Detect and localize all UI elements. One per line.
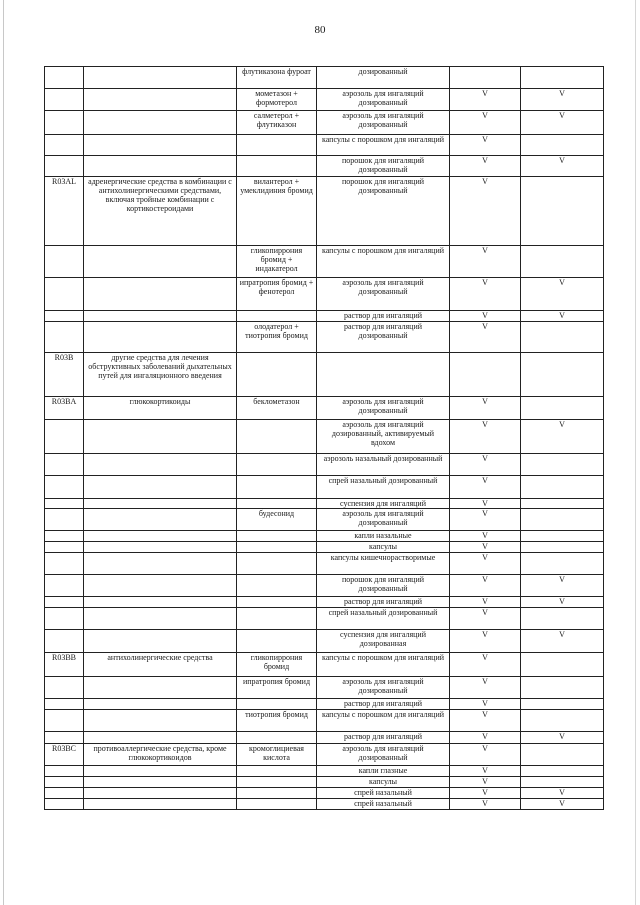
table-row bbox=[45, 454, 604, 476]
group-name-cell bbox=[84, 67, 237, 89]
mark-col-2-cell bbox=[521, 135, 604, 156]
mark-col-1-cell: V bbox=[450, 677, 521, 699]
drug-table bbox=[44, 66, 604, 810]
dosage-form-cell: аэрозоль для ингаляций дозированный bbox=[317, 509, 450, 531]
atc-code-cell bbox=[45, 553, 84, 575]
table-row bbox=[45, 788, 604, 799]
mark-col-2-cell bbox=[521, 608, 604, 630]
atc-code-cell bbox=[45, 67, 84, 89]
group-name-cell bbox=[84, 311, 237, 322]
atc-code-cell bbox=[45, 608, 84, 630]
mark-col-2-cell: V bbox=[521, 799, 604, 810]
atc-code-cell bbox=[45, 531, 84, 542]
mark-col-1-cell: V bbox=[450, 156, 521, 177]
atc-code-cell bbox=[45, 420, 84, 454]
dosage-form-cell bbox=[317, 353, 450, 397]
dosage-form-cell: аэрозоль для ингаляций дозированный, активируемый вдохом bbox=[317, 420, 450, 454]
group-name-cell bbox=[84, 630, 237, 653]
group-name-cell bbox=[84, 677, 237, 699]
mark-col-2-cell: V bbox=[521, 311, 604, 322]
table-row bbox=[45, 156, 604, 177]
atc-code-cell bbox=[45, 322, 84, 353]
mark-col-1-cell: V bbox=[450, 454, 521, 476]
mark-col-2-cell bbox=[521, 67, 604, 89]
table-row bbox=[45, 322, 604, 353]
atc-code-cell bbox=[45, 766, 84, 777]
atc-code-cell bbox=[45, 597, 84, 608]
mark-col-2-cell bbox=[521, 353, 604, 397]
atc-code-cell bbox=[45, 278, 84, 311]
drug-name-cell bbox=[237, 732, 317, 744]
atc-code-cell: R03BC bbox=[45, 744, 84, 766]
mark-col-1-cell: V bbox=[450, 111, 521, 135]
mark-col-2-cell: V bbox=[521, 630, 604, 653]
mark-col-1-cell: V bbox=[450, 732, 521, 744]
group-name-cell bbox=[84, 509, 237, 531]
dosage-form-cell: капли глазные bbox=[317, 766, 450, 777]
table-row bbox=[45, 177, 604, 246]
dosage-form-cell: аэрозоль для ингаляций дозированный bbox=[317, 278, 450, 311]
drug-name-cell bbox=[237, 311, 317, 322]
group-name-cell: глюкокортикоиды bbox=[84, 397, 237, 420]
mark-col-2-cell: V bbox=[521, 597, 604, 608]
mark-col-1-cell: V bbox=[450, 653, 521, 677]
drug-name-cell: мометазон + формотерол bbox=[237, 89, 317, 111]
atc-code-cell bbox=[45, 89, 84, 111]
dosage-form-cell: спрей назальный bbox=[317, 799, 450, 810]
table-row bbox=[45, 509, 604, 531]
group-name-cell bbox=[84, 597, 237, 608]
atc-code-cell bbox=[45, 699, 84, 710]
table-row bbox=[45, 476, 604, 499]
mark-col-1-cell: V bbox=[450, 699, 521, 710]
drug-name-cell bbox=[237, 799, 317, 810]
group-name-cell: адренергические средства в комбинации с антихолинергическими средствами, включая тройные комбинации с кортикостероидами bbox=[84, 177, 237, 246]
mark-col-1-cell: V bbox=[450, 575, 521, 597]
mark-col-2-cell: V bbox=[521, 278, 604, 311]
drug-name-cell bbox=[237, 454, 317, 476]
atc-code-cell: R03AL bbox=[45, 177, 84, 246]
atc-code-cell bbox=[45, 630, 84, 653]
mark-col-1-cell: V bbox=[450, 135, 521, 156]
drug-name-cell bbox=[237, 553, 317, 575]
mark-col-2-cell bbox=[521, 246, 604, 278]
mark-col-2-cell bbox=[521, 499, 604, 509]
mark-col-1-cell: V bbox=[450, 420, 521, 454]
mark-col-1-cell bbox=[450, 67, 521, 89]
group-name-cell bbox=[84, 156, 237, 177]
table-row bbox=[45, 311, 604, 322]
drug-name-cell bbox=[237, 156, 317, 177]
atc-code-cell bbox=[45, 476, 84, 499]
mark-col-1-cell: V bbox=[450, 322, 521, 353]
drug-name-cell: флутиказона фуроат bbox=[237, 67, 317, 89]
table-row bbox=[45, 744, 604, 766]
mark-col-1-cell: V bbox=[450, 531, 521, 542]
atc-code-cell bbox=[45, 499, 84, 509]
dosage-form-cell: спрей назальный bbox=[317, 788, 450, 799]
table-row bbox=[45, 135, 604, 156]
table-row bbox=[45, 67, 604, 89]
group-name-cell bbox=[84, 542, 237, 553]
mark-col-2-cell: V bbox=[521, 420, 604, 454]
mark-col-2-cell bbox=[521, 553, 604, 575]
group-name-cell bbox=[84, 766, 237, 777]
group-name-cell bbox=[84, 699, 237, 710]
group-name-cell bbox=[84, 476, 237, 499]
group-name-cell bbox=[84, 710, 237, 732]
mark-col-1-cell: V bbox=[450, 509, 521, 531]
mark-col-1-cell: V bbox=[450, 799, 521, 810]
table-row bbox=[45, 499, 604, 509]
dosage-form-cell: аэрозоль для ингаляций дозированный bbox=[317, 677, 450, 699]
mark-col-2-cell: V bbox=[521, 575, 604, 597]
drug-name-cell: ипратропия бромид bbox=[237, 677, 317, 699]
group-name-cell bbox=[84, 777, 237, 788]
mark-col-1-cell: V bbox=[450, 397, 521, 420]
atc-code-cell bbox=[45, 311, 84, 322]
dosage-form-cell: аэрозоль для ингаляций дозированный bbox=[317, 89, 450, 111]
drug-name-cell bbox=[237, 608, 317, 630]
table-row bbox=[45, 420, 604, 454]
dosage-form-cell: дозированный bbox=[317, 67, 450, 89]
mark-col-1-cell: V bbox=[450, 499, 521, 509]
dosage-form-cell: капсулы кишечнорастворимые bbox=[317, 553, 450, 575]
dosage-form-cell: капсулы с порошком для ингаляций bbox=[317, 710, 450, 732]
mark-col-1-cell: V bbox=[450, 278, 521, 311]
mark-col-1-cell: V bbox=[450, 542, 521, 553]
group-name-cell: противоаллергические средства, кроме глюкокортикоидов bbox=[84, 744, 237, 766]
mark-col-1-cell: V bbox=[450, 608, 521, 630]
mark-col-1-cell: V bbox=[450, 766, 521, 777]
group-name-cell bbox=[84, 246, 237, 278]
atc-code-cell bbox=[45, 454, 84, 476]
mark-col-2-cell: V bbox=[521, 89, 604, 111]
group-name-cell bbox=[84, 89, 237, 111]
group-name-cell bbox=[84, 575, 237, 597]
mark-col-1-cell: V bbox=[450, 476, 521, 499]
table-row bbox=[45, 89, 604, 111]
drug-name-cell bbox=[237, 135, 317, 156]
mark-col-2-cell bbox=[521, 677, 604, 699]
group-name-cell bbox=[84, 799, 237, 810]
mark-col-2-cell bbox=[521, 177, 604, 246]
dosage-form-cell: раствор для ингаляций дозированный bbox=[317, 322, 450, 353]
mark-col-1-cell: V bbox=[450, 597, 521, 608]
drug-name-cell bbox=[237, 575, 317, 597]
atc-code-cell bbox=[45, 732, 84, 744]
scan-edge-left bbox=[3, 0, 4, 905]
dosage-form-cell: раствор для ингаляций bbox=[317, 311, 450, 322]
atc-code-cell bbox=[45, 156, 84, 177]
mark-col-2-cell bbox=[521, 476, 604, 499]
atc-code-cell bbox=[45, 135, 84, 156]
table-row bbox=[45, 397, 604, 420]
table-row bbox=[45, 353, 604, 397]
drug-name-cell bbox=[237, 542, 317, 553]
group-name-cell bbox=[84, 454, 237, 476]
drug-name-cell bbox=[237, 699, 317, 710]
table-row bbox=[45, 653, 604, 677]
mark-col-2-cell: V bbox=[521, 156, 604, 177]
drug-name-cell: салметерол + флутиказон bbox=[237, 111, 317, 135]
drug-name-cell bbox=[237, 766, 317, 777]
mark-col-2-cell bbox=[521, 766, 604, 777]
dosage-form-cell: аэрозоль для ингаляций дозированный bbox=[317, 744, 450, 766]
mark-col-1-cell: V bbox=[450, 553, 521, 575]
table-row bbox=[45, 111, 604, 135]
atc-code-cell bbox=[45, 111, 84, 135]
mark-col-2-cell bbox=[521, 653, 604, 677]
table-row bbox=[45, 699, 604, 710]
drug-name-cell: беклометазон bbox=[237, 397, 317, 420]
group-name-cell bbox=[84, 135, 237, 156]
table-row bbox=[45, 575, 604, 597]
group-name-cell bbox=[84, 111, 237, 135]
group-name-cell bbox=[84, 420, 237, 454]
dosage-form-cell: раствор для ингаляций bbox=[317, 699, 450, 710]
mark-col-1-cell: V bbox=[450, 630, 521, 653]
mark-col-1-cell: V bbox=[450, 777, 521, 788]
drug-name-cell: олодатерол + тиотропия бромид bbox=[237, 322, 317, 353]
group-name-cell bbox=[84, 608, 237, 630]
dosage-form-cell: капсулы с порошком для ингаляций bbox=[317, 246, 450, 278]
drug-name-cell bbox=[237, 788, 317, 799]
dosage-form-cell: капсулы bbox=[317, 777, 450, 788]
group-name-cell bbox=[84, 788, 237, 799]
drug-name-cell bbox=[237, 531, 317, 542]
drug-name-cell: тиотропия бромид bbox=[237, 710, 317, 732]
table-row bbox=[45, 553, 604, 575]
group-name-cell bbox=[84, 531, 237, 542]
mark-col-1-cell: V bbox=[450, 311, 521, 322]
drug-name-cell: гликопиррония бромид + индакатерол bbox=[237, 246, 317, 278]
table-row bbox=[45, 732, 604, 744]
table-row bbox=[45, 608, 604, 630]
mark-col-2-cell bbox=[521, 542, 604, 553]
dosage-form-cell: капсулы с порошком для ингаляций bbox=[317, 653, 450, 677]
drug-name-cell bbox=[237, 499, 317, 509]
atc-code-cell: R03B bbox=[45, 353, 84, 397]
dosage-form-cell: аэрозоль назальный дозированный bbox=[317, 454, 450, 476]
mark-col-1-cell bbox=[450, 353, 521, 397]
table-row bbox=[45, 777, 604, 788]
dosage-form-cell: аэрозоль для ингаляций дозированный bbox=[317, 111, 450, 135]
dosage-form-cell: суспензия для ингаляций bbox=[317, 499, 450, 509]
drug-name-cell bbox=[237, 353, 317, 397]
page-number: 80 bbox=[314, 24, 326, 36]
dosage-form-cell: капсулы с порошком для ингаляций bbox=[317, 135, 450, 156]
table-row bbox=[45, 799, 604, 810]
dosage-form-cell: раствор для ингаляций bbox=[317, 732, 450, 744]
mark-col-2-cell bbox=[521, 744, 604, 766]
table-row bbox=[45, 766, 604, 777]
dosage-form-cell: капли назальные bbox=[317, 531, 450, 542]
atc-code-cell bbox=[45, 677, 84, 699]
table-row bbox=[45, 677, 604, 699]
table-body bbox=[45, 67, 604, 810]
table-row bbox=[45, 542, 604, 553]
group-name-cell bbox=[84, 499, 237, 509]
group-name-cell bbox=[84, 732, 237, 744]
group-name-cell bbox=[84, 553, 237, 575]
mark-col-1-cell: V bbox=[450, 744, 521, 766]
mark-col-1-cell: V bbox=[450, 177, 521, 246]
mark-col-1-cell: V bbox=[450, 246, 521, 278]
mark-col-2-cell bbox=[521, 710, 604, 732]
drug-name-cell bbox=[237, 630, 317, 653]
mark-col-2-cell: V bbox=[521, 732, 604, 744]
dosage-form-cell: раствор для ингаляций bbox=[317, 597, 450, 608]
drug-name-cell bbox=[237, 597, 317, 608]
mark-col-1-cell: V bbox=[450, 788, 521, 799]
atc-code-cell bbox=[45, 246, 84, 278]
drug-name-cell: вилантерол + умеклидиния бромид bbox=[237, 177, 317, 246]
mark-col-2-cell: V bbox=[521, 111, 604, 135]
drug-name-cell bbox=[237, 777, 317, 788]
mark-col-2-cell: V bbox=[521, 788, 604, 799]
mark-col-2-cell bbox=[521, 454, 604, 476]
table-row bbox=[45, 597, 604, 608]
group-name-cell: другие средства для лечения обструктивных заболеваний дыхательных путей для ингаляционного введения bbox=[84, 353, 237, 397]
mark-col-2-cell bbox=[521, 699, 604, 710]
atc-code-cell bbox=[45, 788, 84, 799]
group-name-cell: антихолинергические средства bbox=[84, 653, 237, 677]
dosage-form-cell: порошок для ингаляций дозированный bbox=[317, 177, 450, 246]
atc-code-cell bbox=[45, 799, 84, 810]
dosage-form-cell: спрей назальный дозированный bbox=[317, 476, 450, 499]
group-name-cell bbox=[84, 278, 237, 311]
dosage-form-cell: порошок для ингаляций дозированный bbox=[317, 156, 450, 177]
mark-col-1-cell: V bbox=[450, 89, 521, 111]
mark-col-2-cell bbox=[521, 531, 604, 542]
atc-code-cell: R03BB bbox=[45, 653, 84, 677]
dosage-form-cell: спрей назальный дозированный bbox=[317, 608, 450, 630]
mark-col-2-cell bbox=[521, 322, 604, 353]
atc-code-cell bbox=[45, 710, 84, 732]
atc-code-cell: R03BA bbox=[45, 397, 84, 420]
atc-code-cell bbox=[45, 777, 84, 788]
atc-code-cell bbox=[45, 575, 84, 597]
mark-col-2-cell bbox=[521, 777, 604, 788]
dosage-form-cell: капсулы bbox=[317, 542, 450, 553]
dosage-form-cell: аэрозоль для ингаляций дозированный bbox=[317, 397, 450, 420]
mark-col-2-cell bbox=[521, 509, 604, 531]
drug-name-cell: кромоглициевая кислота bbox=[237, 744, 317, 766]
atc-code-cell bbox=[45, 509, 84, 531]
table-row bbox=[45, 710, 604, 732]
table-row bbox=[45, 531, 604, 542]
atc-code-cell bbox=[45, 542, 84, 553]
mark-col-1-cell: V bbox=[450, 710, 521, 732]
mark-col-2-cell bbox=[521, 397, 604, 420]
dosage-form-cell: порошок для ингаляций дозированный bbox=[317, 575, 450, 597]
drug-name-cell bbox=[237, 476, 317, 499]
drug-name-cell bbox=[237, 420, 317, 454]
table-row bbox=[45, 246, 604, 278]
table-row bbox=[45, 278, 604, 311]
table-row bbox=[45, 630, 604, 653]
drug-name-cell: будесонид bbox=[237, 509, 317, 531]
drug-name-cell: ипратропия бромид + фенотерол bbox=[237, 278, 317, 311]
scan-edge-right bbox=[635, 0, 636, 905]
dosage-form-cell: суспензия для ингаляций дозированная bbox=[317, 630, 450, 653]
group-name-cell bbox=[84, 322, 237, 353]
drug-name-cell: гликопиррония бромид bbox=[237, 653, 317, 677]
